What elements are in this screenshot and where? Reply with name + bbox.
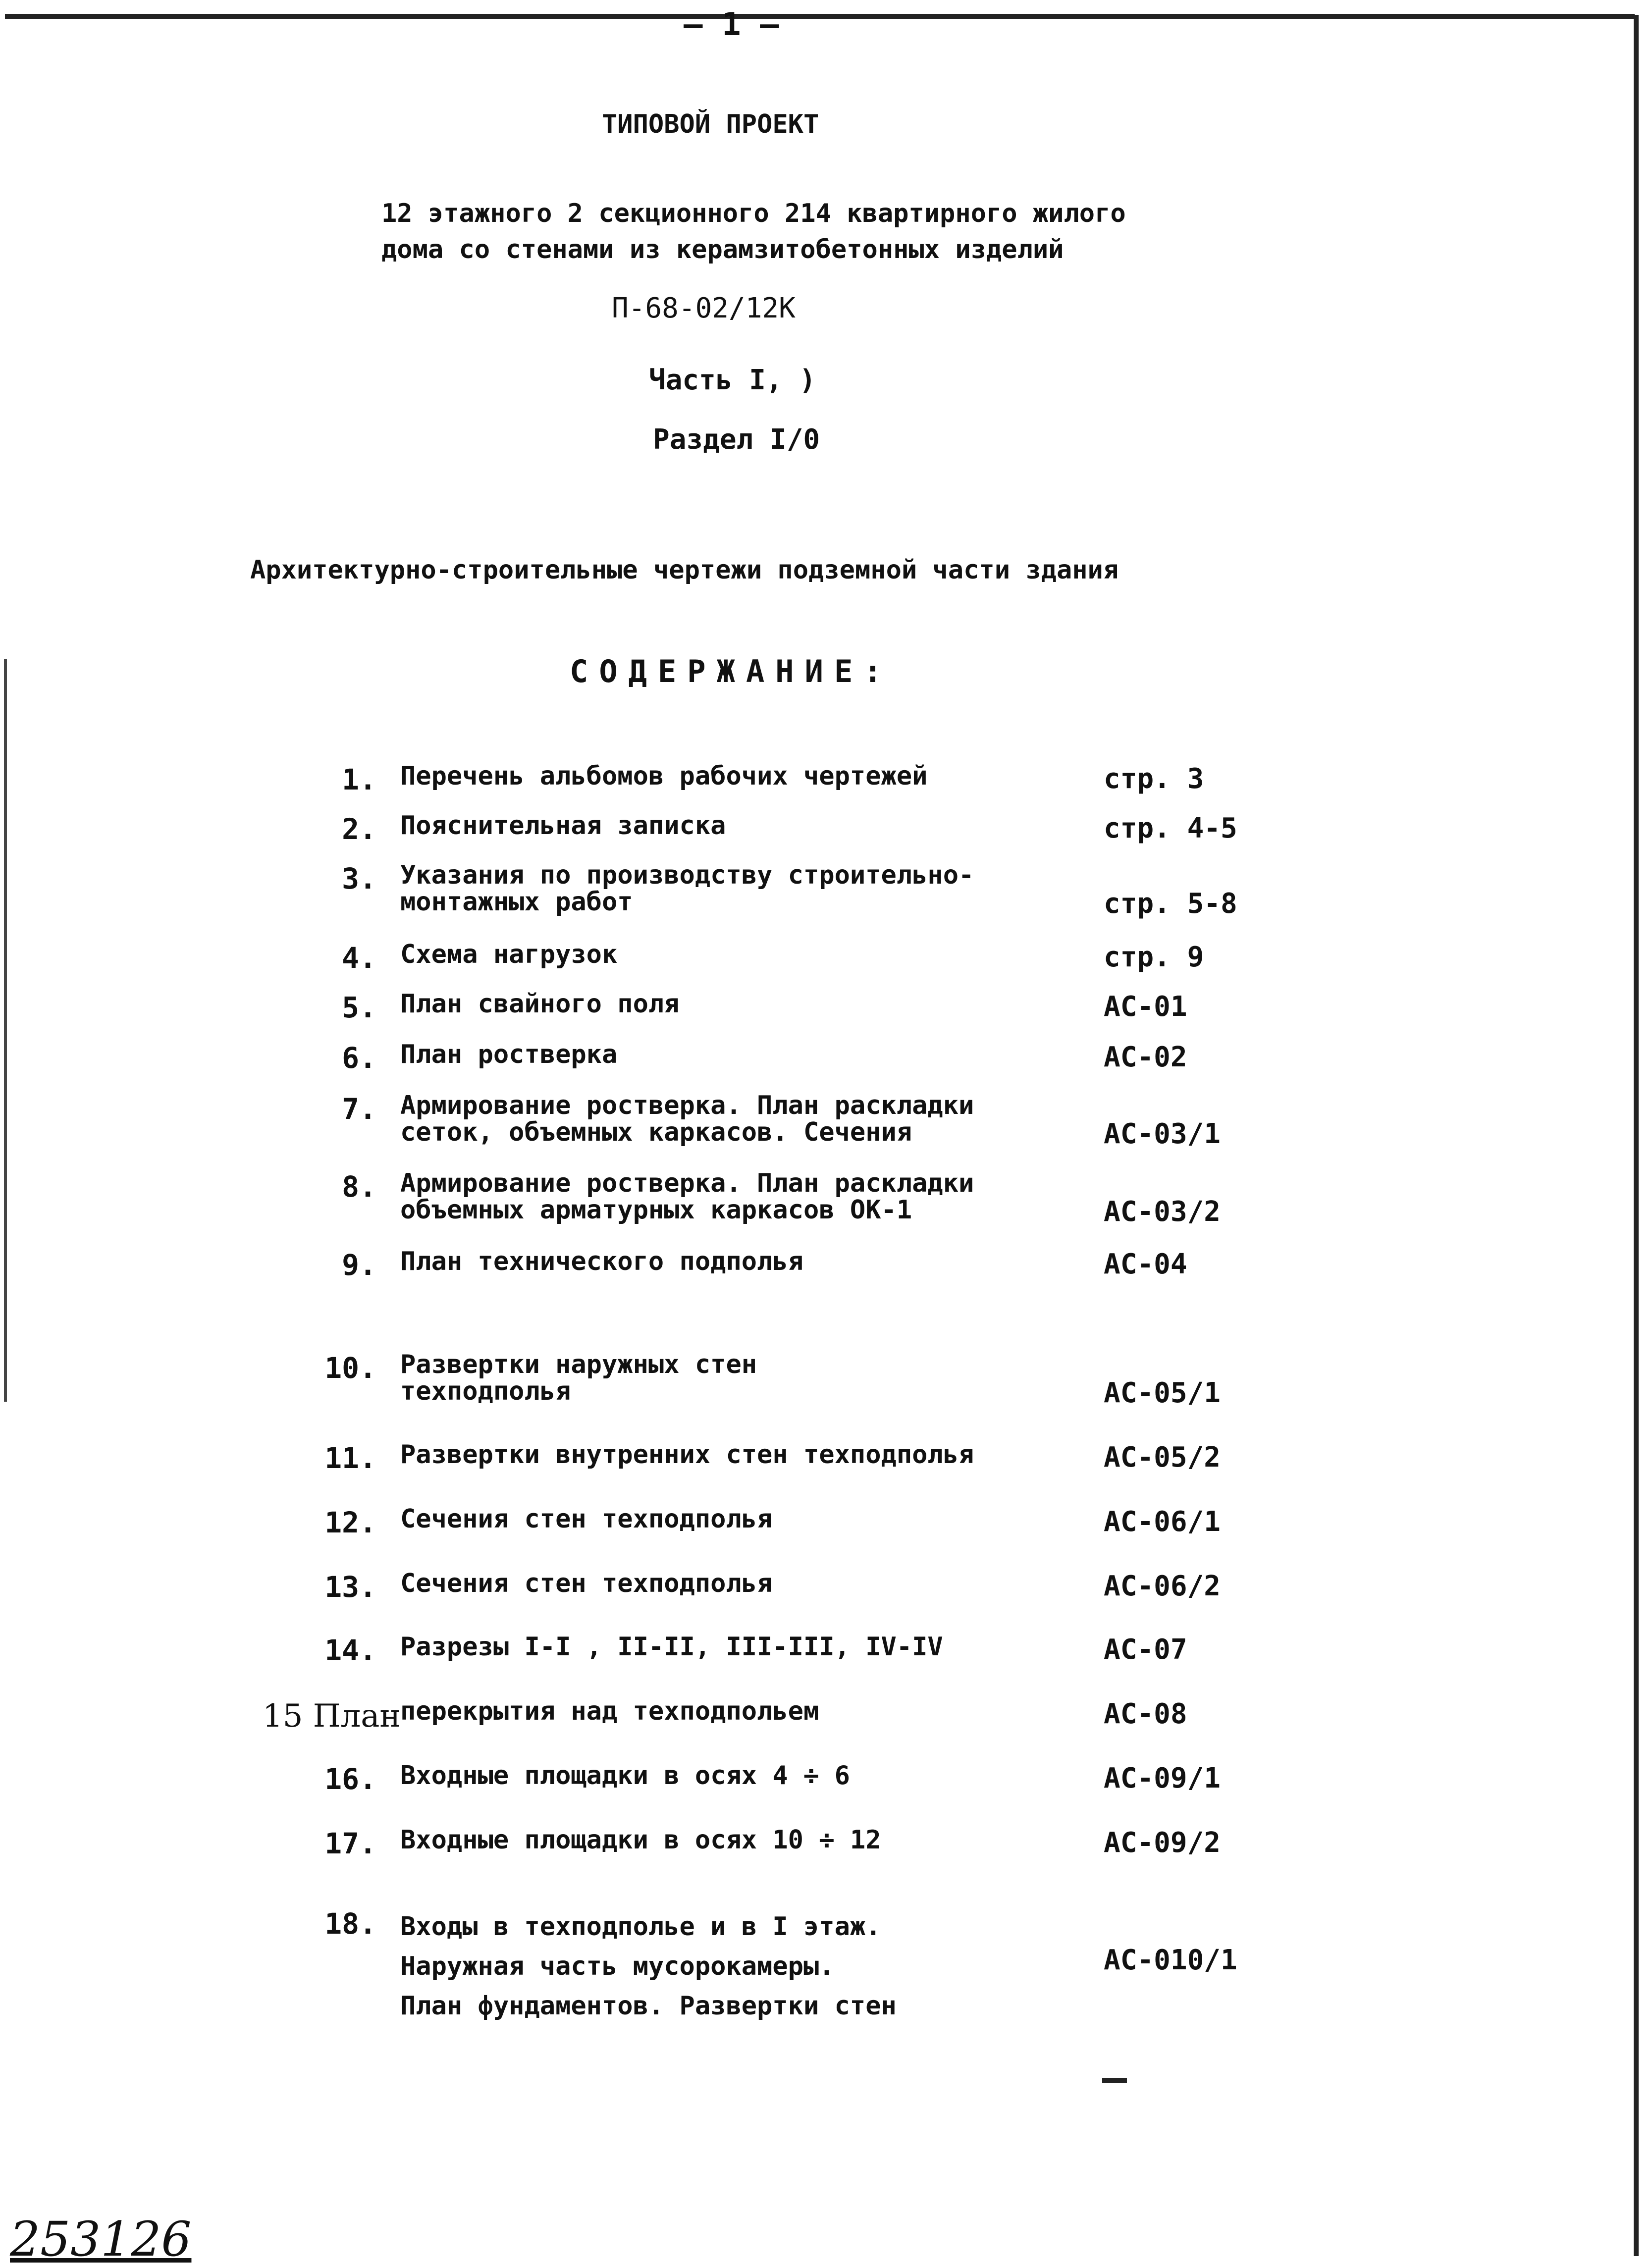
- toc-item-page: стр. 5-8: [1104, 888, 1237, 920]
- toc-item-page: стр. 4-5: [1104, 812, 1237, 844]
- toc-row: [0, 1168, 1652, 1228]
- section-label: Раздел I/0: [653, 423, 820, 456]
- toc-item-page: АС-01: [1104, 991, 1187, 1023]
- toc-item-number: 1.: [342, 763, 376, 796]
- toc-item-number: 16.: [324, 1762, 376, 1796]
- toc-item-number: 18.: [324, 1907, 376, 1941]
- toc-item-page: АС-02: [1104, 1041, 1187, 1073]
- toc-row: [0, 1247, 1652, 1282]
- toc-item-title: Входные площадки в осях 4 ÷ 6: [400, 1761, 850, 1791]
- toc-item-page: АС-06/2: [1104, 1570, 1221, 1602]
- toc-item-title: перекрытия над техподпольем: [400, 1696, 819, 1726]
- toc-row: [0, 811, 1652, 846]
- toc-item-number: 2.: [342, 812, 376, 846]
- toc-item-title: Развертки внутренних стен техподполья: [400, 1440, 974, 1470]
- toc-item-title: Указания по производству строительно- монтажных работ: [400, 860, 974, 917]
- toc-item-number: 4.: [342, 941, 376, 975]
- toc-row: [0, 1440, 1652, 1475]
- toc-row: [0, 1040, 1652, 1075]
- toc-item-page: АС-04: [1104, 1248, 1187, 1280]
- page-number: — 1 —: [684, 6, 779, 43]
- toc-item-title: Входные площадки в осях 10 ÷ 12: [400, 1825, 881, 1855]
- toc-item-title: Перечень альбомов рабочих чертежей: [400, 761, 928, 791]
- toc-row: [0, 860, 1652, 920]
- toc-item-page: АС-07: [1104, 1634, 1187, 1666]
- toc-row: [0, 1350, 1652, 1409]
- toc-item-title: Армирование ростверка. План раскладки объемных арматурных каркасов ОК-1: [400, 1168, 974, 1225]
- page-border-left: [4, 659, 7, 1402]
- toc-item-page: АС-03/1: [1104, 1118, 1221, 1150]
- toc-row: [0, 1632, 1652, 1667]
- toc-item-title: Сечения стен техподполья: [400, 1504, 773, 1534]
- toc-item-number: 9.: [342, 1248, 376, 1282]
- toc-item-page: АС-09/2: [1104, 1827, 1221, 1859]
- toc-item-number: 15 План: [263, 1698, 401, 1735]
- toc-item-title: Схема нагрузок: [400, 940, 618, 969]
- page-border-top: [5, 14, 1635, 19]
- toc-item-number: 13.: [324, 1570, 376, 1604]
- toc-item-title: Входы в техподполье и в I этаж. Наружная часть мусорокамеры. План фундаментов. Развертки стен: [400, 1912, 897, 2021]
- toc-item-number: 3.: [342, 862, 376, 896]
- toc-item-page: АС-03/2: [1104, 1196, 1221, 1228]
- toc-row: [0, 1696, 1652, 1735]
- toc-row: [0, 940, 1652, 975]
- toc-row: [0, 1504, 1652, 1539]
- toc-item-number: 14.: [324, 1634, 376, 1667]
- toc-row: [0, 989, 1652, 1024]
- toc-item-number: 11.: [324, 1441, 376, 1475]
- toc-row: [0, 1761, 1652, 1796]
- doc-type-heading: ТИПОВОЙ ПРОЕКТ: [602, 109, 819, 139]
- toc-item-page: АС-05/2: [1104, 1441, 1221, 1474]
- toc-row: [0, 761, 1652, 796]
- project-title-line-1: 12 этажного 2 секционного 214 квартирного жилого: [381, 199, 1126, 228]
- toc-item-title: Разрезы I-I , II-II, III-III, IV-IV: [400, 1632, 943, 1662]
- toc-item-page: АС-08: [1104, 1698, 1187, 1730]
- toc-item-number: 8.: [342, 1170, 376, 1204]
- toc-item-page: АС-010/1: [1104, 1944, 1237, 1976]
- toc-item-title: Сечения стен техподполья: [400, 1569, 773, 1598]
- toc-item-page: стр. 9: [1104, 941, 1204, 973]
- toc-row: [0, 1569, 1652, 1604]
- toc-item-title: План свайного поля: [400, 989, 680, 1019]
- toc-item-number: 17.: [324, 1827, 376, 1860]
- toc-row: [0, 1907, 1652, 2021]
- contents-heading: СОДЕРЖАНИЕ:: [570, 653, 893, 689]
- toc-item-page: АС-05/1: [1104, 1377, 1221, 1409]
- toc-item-number: 6.: [342, 1041, 376, 1075]
- page-border-right: [1634, 15, 1639, 2256]
- toc-row: [0, 1091, 1652, 1150]
- part-label: Часть I, ): [649, 364, 816, 396]
- toc-item-title: Армирование ростверка. План раскладки сеток, объемных каркасов. Сечения: [400, 1091, 974, 1147]
- toc-item-number: 12.: [324, 1506, 376, 1539]
- toc-item-number: 7.: [342, 1092, 376, 1126]
- archive-number: 253126: [10, 2212, 192, 2267]
- toc-item-title: План ростверка: [400, 1040, 618, 1069]
- toc-item-title: План технического подполья: [400, 1247, 803, 1276]
- project-title-line-2: дома со стенами из керамзитобетонных изделий: [381, 235, 1064, 264]
- toc-item-page: АС-09/1: [1104, 1762, 1221, 1794]
- toc-row: [0, 1825, 1652, 1860]
- toc-item-number: 5.: [342, 991, 376, 1024]
- dash-mark: [1102, 2078, 1127, 2083]
- toc-item-number: 10.: [324, 1351, 376, 1385]
- toc-item-title: Пояснительная записка: [400, 811, 726, 841]
- toc-item-page: стр. 3: [1104, 763, 1204, 795]
- subject-title: Архитектурно-строительные чертежи подземной части здания: [250, 555, 1119, 585]
- toc-item-page: АС-06/1: [1104, 1506, 1221, 1538]
- toc-item-title: Развертки наружных стен техподполья: [400, 1350, 757, 1406]
- project-code: П-68-02/12К: [612, 292, 796, 324]
